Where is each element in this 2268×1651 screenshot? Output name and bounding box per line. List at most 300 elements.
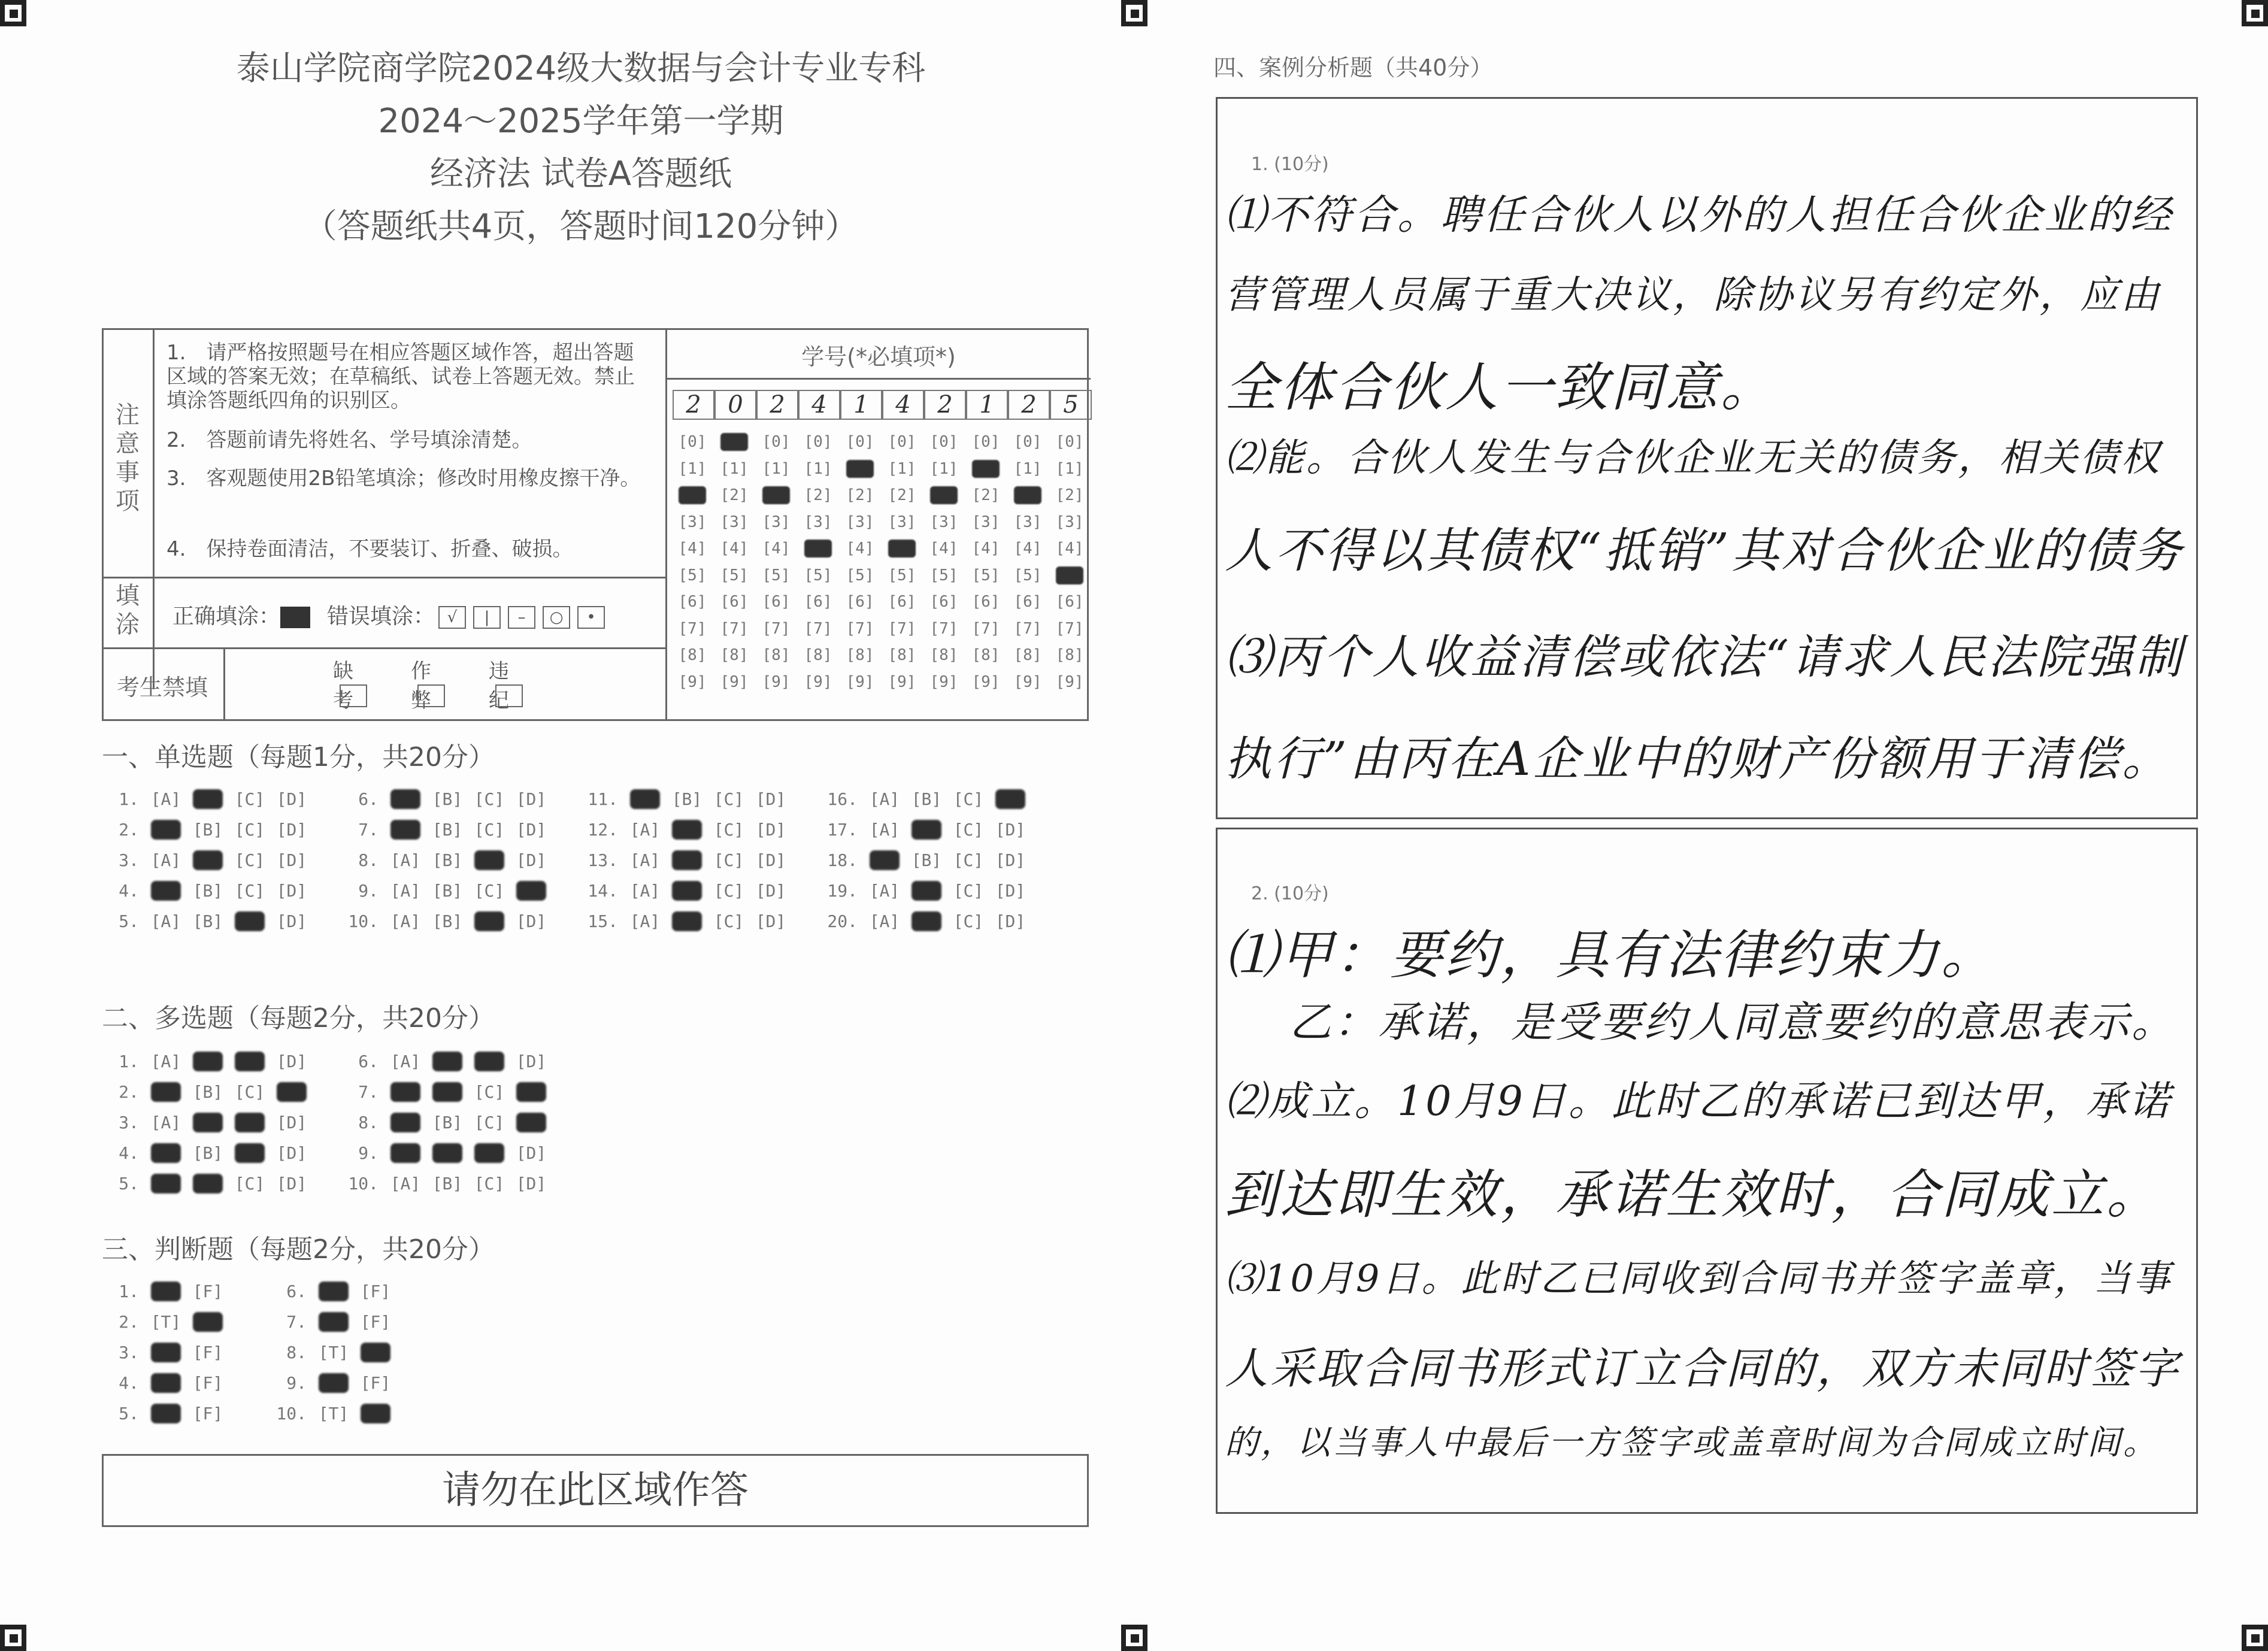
question-row [102,850,313,870]
student-id-bubble[interactable]: [5] [888,566,916,584]
student-id-bubble[interactable]: [1] [678,459,707,478]
student-id-bubble[interactable]: [9] [1055,672,1084,691]
answer-bubble-c[interactable]: [C] [234,789,265,809]
answer-bubble-t[interactable]: [T] [150,1282,181,1301]
student-id-bubble[interactable]: [7] [804,619,832,638]
answer-bubble-c[interactable]: [C] [474,881,505,901]
answer-bubble-c[interactable]: [C] [234,1113,265,1132]
answer-bubble-c[interactable]: [C] [713,850,744,870]
answer-bubble-c[interactable]: [C] [474,1113,505,1132]
student-id-bubble[interactable]: [5] [804,566,832,584]
student-id-bubble[interactable]: [1] [720,459,749,478]
answer-bubble-a[interactable]: [A] [869,789,900,809]
student-id-bubble[interactable]: [1] [762,459,791,478]
question-row [270,1282,396,1301]
answer-bubble-a[interactable]: [A] [869,881,900,901]
student-id-bubble[interactable]: [8] [846,646,874,664]
answer-bubble-b[interactable]: [B] [671,789,702,809]
question-number: 2. [119,1082,139,1102]
student-id-bubble[interactable]: [6] [846,593,874,611]
answer-bubble-b[interactable]: [B] [911,911,942,931]
student-id-bubble[interactable]: [9] [762,672,791,691]
answer-bubble-a[interactable]: [A] [390,1052,421,1071]
answer-bubble-f[interactable]: [F] [192,1404,223,1423]
question-row [341,850,552,870]
student-id-bubble[interactable]: [5] [846,566,874,584]
answer-bubble-c[interactable]: [C] [234,820,265,840]
student-id-bubble[interactable]: [7] [888,619,916,638]
answer-bubble-c[interactable]: [C] [953,789,984,809]
answer-bubble-a[interactable]: [A] [390,850,421,870]
answer-bubble-d[interactable]: [D] [995,881,1026,901]
answer-bubble-c[interactable]: [C] [234,1082,265,1102]
answer-bubble-c[interactable]: [C] [474,911,505,931]
question-number: 12. [588,820,618,840]
answer-bubble-b[interactable]: [B] [192,881,223,901]
student-id-bubble[interactable]: [8] [929,646,958,664]
student-id-bubble[interactable]: [6] [929,593,958,611]
answer-bubble-a[interactable]: [A] [869,850,900,870]
answer-bubble-d[interactable]: [D] [276,1052,307,1071]
answer-bubble-d[interactable]: [D] [516,1174,547,1193]
student-id-bubble[interactable]: [0] [971,433,1000,451]
answer-bubble-c[interactable]: [C] [474,1052,505,1071]
student-id-bubble[interactable]: [5] [720,566,749,584]
answer-bubble-a[interactable]: [A] [150,1143,181,1163]
answer-bubble-b[interactable]: [B] [192,1113,223,1132]
student-id-bubble[interactable]: [9] [971,672,1000,691]
answer-bubble-b[interactable]: [B] [432,1143,463,1163]
notice-item-3: 3. 客观题使用2B铅笔填涂；修改时用橡皮擦干净。 [166,466,641,490]
answer-bubble-b[interactable]: [B] [192,850,223,870]
answer-bubble-b[interactable]: [B] [192,1052,223,1071]
answer-bubble-b[interactable]: [B] [192,789,223,809]
student-id-bubble[interactable]: [6] [971,593,1000,611]
student-id-bubble[interactable]: [5] [929,566,958,584]
student-id-bubble[interactable]: [6] [1013,593,1042,611]
duration-line: （答题纸共4页，答题时间120分钟） [303,207,859,246]
ban-absent-checkbox[interactable] [340,684,367,707]
student-id-bubble[interactable]: [2] [929,486,958,504]
answer-bubble-a[interactable]: [A] [869,820,900,840]
answer-bubble-d[interactable]: [D] [516,1143,547,1163]
student-id-bubble[interactable]: [0] [804,433,832,451]
answer-bubble-d[interactable]: [D] [995,820,1026,840]
student-id-bubble[interactable]: [2] [762,486,791,504]
answer-bubble-b[interactable]: [B] [911,820,942,840]
student-id-bubble[interactable]: [5] [678,566,707,584]
question-row [341,1143,552,1163]
answer-bubble-a[interactable]: [A] [150,881,181,901]
answer-bubble-a[interactable]: [A] [150,911,181,931]
student-id-bubble[interactable]: [7] [678,619,707,638]
answer-bubble-f[interactable]: [F] [360,1404,391,1423]
question-number: 5. [119,1174,139,1193]
answer-bubble-d[interactable]: [D] [516,1052,547,1071]
answer-bubble-a[interactable]: [A] [390,1143,421,1163]
answer-bubble-a[interactable]: [A] [869,911,900,931]
student-id-bubble[interactable]: [6] [762,593,791,611]
student-id-bubble[interactable]: [8] [762,646,791,664]
student-id-bubble[interactable]: [0] [1013,433,1042,451]
question-row [102,789,313,809]
student-id-bubble[interactable]: [0] [929,433,958,451]
answer-bubble-a[interactable]: [A] [629,911,661,931]
answer-bubble-d[interactable]: [D] [276,1113,307,1132]
ban-violate-checkbox[interactable] [495,684,523,707]
answer-bubble-c[interactable]: [C] [234,911,265,931]
student-id-bubble[interactable]: [2] [888,486,916,504]
student-id-bubble[interactable]: [1] [1013,459,1042,478]
answer-bubble-a[interactable]: [A] [390,820,421,840]
question-number: 7. [286,1312,307,1332]
answer-bubble-b[interactable]: [B] [432,881,463,901]
answer-bubble-f[interactable]: [F] [192,1282,223,1301]
no-write-zone: 请勿在此区域作答 [102,1454,1089,1527]
student-id-bubble[interactable]: [0] [846,433,874,451]
answer-bubble-a[interactable]: [A] [390,1174,421,1193]
answer-bubble-t[interactable]: [T] [150,1312,181,1332]
answer-bubble-b[interactable]: [B] [671,820,702,840]
answer-bubble-t[interactable]: [T] [150,1404,181,1423]
answer-bubble-d[interactable]: [D] [516,820,547,840]
student-id-bubble[interactable]: [0] [720,433,749,451]
answer-bubble-b[interactable]: [B] [911,789,942,809]
question-number: 5. [119,1404,139,1423]
answer-bubble-c[interactable]: [C] [234,881,265,901]
student-id-bubble[interactable]: [0] [1055,433,1084,451]
student-id-bubble[interactable]: [8] [888,646,916,664]
answer-bubble-c[interactable]: [C] [953,850,984,870]
answer-bubble-f[interactable]: [F] [360,1373,391,1393]
question-row [820,850,1031,870]
answer-bubble-d[interactable]: [D] [516,789,547,809]
answer-bubble-b[interactable]: [B] [192,820,223,840]
corner-marker-bottom-left [0,1625,26,1651]
answer-bubble-d[interactable]: [D] [516,850,547,870]
student-id-bubble[interactable]: [0] [762,433,791,451]
term-line: 2024～2025学年第一学期 [378,102,784,141]
student-id-bubble[interactable]: [7] [762,619,791,638]
q1-line-3: 全体合伙人一致同意。 [1225,356,1776,418]
answer-bubble-c[interactable]: [C] [474,820,505,840]
student-id-bubble[interactable]: [6] [720,593,749,611]
answer-bubble-t[interactable]: [T] [318,1343,349,1362]
answer-bubble-c[interactable]: [C] [953,820,984,840]
answer-bubble-d[interactable]: [D] [755,911,786,931]
answer-bubble-d[interactable]: [D] [276,850,307,870]
student-id-bubble[interactable]: [1] [846,459,874,478]
student-id-bubble[interactable]: [8] [720,646,749,664]
answer-bubble-a[interactable]: [A] [150,1082,181,1102]
student-id-bubble[interactable]: [3] [971,513,1000,531]
answer-bubble-a[interactable]: [A] [150,850,181,870]
answer-bubble-d[interactable]: [D] [995,850,1026,870]
student-id-bubble[interactable]: [4] [846,540,874,558]
answer-bubble-a[interactable]: [A] [150,1052,181,1071]
answer-bubble-a[interactable]: [A] [150,789,181,809]
answer-bubble-d[interactable]: [D] [276,911,307,931]
student-id-bubble[interactable]: [8] [678,646,707,664]
student-id-bubble[interactable]: [4] [678,540,707,558]
student-id-bubble[interactable]: [1] [888,459,916,478]
student-id-bubble[interactable]: [2] [804,486,832,504]
student-id-bubble[interactable]: [4] [971,540,1000,558]
answer-bubble-c[interactable]: [C] [474,850,505,870]
student-id-bubble[interactable]: [2] [1055,486,1084,504]
case-q2-label: 2. (10分) [1251,883,1329,904]
answer-bubble-d[interactable]: [D] [276,820,307,840]
exam-title: 泰山学院商学院2024级大数据与会计专业专科 [236,49,926,88]
question-row [581,911,792,931]
q2-line-7: 的，以当事人中最后一方签字或盖章时间为合同成立时间。 [1225,1423,2159,1462]
student-id-bubble[interactable]: [3] [720,513,749,531]
q2-line-2: 乙：承诺，是受要约人同意要约的意思表示。 [1289,998,2176,1047]
answer-bubble-b[interactable]: [B] [192,1082,223,1102]
question-number: 16. [827,789,858,809]
corner-marker-top-center [1121,0,1147,26]
answer-bubble-b[interactable]: [B] [432,1113,463,1132]
q2-line-6: 人采取合同书形式订立合同的，双方未同时签字 [1225,1343,2181,1393]
student-id-bubble[interactable]: [3] [762,513,791,531]
answer-bubble-b[interactable]: [B] [671,911,702,931]
question-row [341,881,552,901]
answer-bubble-a[interactable]: [A] [629,850,661,870]
case-question-1-box[interactable] [1216,97,2198,819]
answer-bubble-a[interactable]: [A] [150,1174,181,1193]
answer-bubble-t[interactable]: [T] [150,1343,181,1362]
ban-cheat-label: 作弊 [411,659,431,713]
answer-bubble-c[interactable]: [C] [474,1143,505,1163]
question-number: 7. [358,820,378,840]
answer-bubble-f[interactable]: [F] [360,1312,391,1332]
student-id-bubble[interactable]: [7] [720,619,749,638]
answer-bubble-b[interactable]: [B] [432,850,463,870]
answer-bubble-t[interactable]: [T] [318,1312,349,1332]
answer-bubble-t[interactable]: [T] [318,1404,349,1423]
student-id-bubble[interactable]: [4] [929,540,958,558]
question-row [341,820,552,840]
question-number: 9. [358,881,378,901]
q2-line-5: ⑶10月9日。此时乙已同收到合同书并签字盖章，当事 [1225,1256,2173,1300]
student-id-bubble[interactable]: [7] [971,619,1000,638]
student-id-bubble[interactable]: [3] [888,513,916,531]
student-id-bubble[interactable]: [5] [1013,566,1042,584]
answer-bubble-a[interactable]: [A] [390,1082,421,1102]
question-row [102,911,313,931]
student-id-bubble[interactable]: [1] [929,459,958,478]
answer-bubble-c[interactable]: [C] [713,911,744,931]
answer-bubble-d[interactable]: [D] [516,911,547,931]
answer-bubble-t[interactable]: [T] [318,1373,349,1393]
answer-bubble-c[interactable]: [C] [234,1174,265,1193]
question-row [341,1113,552,1132]
answer-bubble-d[interactable]: [D] [995,911,1026,931]
wrong-mark-check: √ [438,606,466,629]
answer-bubble-b[interactable]: [B] [671,881,702,901]
student-id-bubble[interactable]: [1] [1055,459,1084,478]
answer-bubble-a[interactable]: [A] [390,881,421,901]
answer-bubble-c[interactable]: [C] [713,820,744,840]
student-id-bubble[interactable]: [7] [1013,619,1042,638]
answer-bubble-f[interactable]: [F] [192,1312,223,1332]
answer-bubble-b[interactable]: [B] [432,1082,463,1102]
student-id-digit: 5 [1050,390,1092,420]
student-id-bubble[interactable]: [2] [678,486,707,504]
answer-bubble-a[interactable]: [A] [629,789,661,809]
answer-bubble-c[interactable]: [C] [474,1082,505,1102]
student-id-bubble[interactable]: [9] [888,672,916,691]
question-number: 15. [588,911,618,931]
question-row [270,1343,396,1362]
student-id-bubble[interactable]: [9] [720,672,749,691]
student-id-bubble[interactable]: [5] [971,566,1000,584]
student-id-bubble[interactable]: [7] [846,619,874,638]
student-id-bubble[interactable]: [7] [1055,619,1084,638]
question-number: 6. [286,1282,307,1301]
question-number: 1. [119,789,139,809]
student-id-bubble[interactable]: [0] [888,433,916,451]
answer-bubble-f[interactable]: [F] [360,1343,391,1362]
answer-bubble-d[interactable]: [D] [755,881,786,901]
answer-bubble-b[interactable]: [B] [671,850,702,870]
answer-bubble-d[interactable]: [D] [755,789,786,809]
student-id-digit: 4 [798,390,840,420]
answer-bubble-c[interactable]: [C] [234,850,265,870]
student-id-bubble[interactable]: [8] [971,646,1000,664]
answer-bubble-t[interactable]: [T] [150,1373,181,1393]
q2-line-4: 到达即生效，承诺生效时，合同成立。 [1225,1164,2162,1225]
student-id-bubble[interactable]: [8] [1055,646,1084,664]
question-row [102,820,313,840]
answer-bubble-f[interactable]: [F] [192,1343,223,1362]
answer-bubble-a[interactable]: [A] [390,911,421,931]
answer-bubble-d[interactable]: [D] [276,881,307,901]
answer-bubble-c[interactable]: [C] [234,1143,265,1163]
student-id-bubble[interactable]: [3] [1055,513,1084,531]
answer-bubble-b[interactable]: [B] [192,911,223,931]
question-number: 2. [119,820,139,840]
student-id-bubble[interactable]: [6] [1055,593,1084,611]
answer-bubble-f[interactable]: [F] [360,1282,391,1301]
answer-bubble-b[interactable]: [B] [432,1052,463,1071]
answer-bubble-a[interactable]: [A] [390,789,421,809]
answer-bubble-d[interactable]: [D] [276,1174,307,1193]
answer-bubble-d[interactable]: [D] [516,881,547,901]
student-id-bubble[interactable]: [3] [929,513,958,531]
student-id-bubble[interactable]: [9] [678,672,707,691]
student-id-digit: 2 [924,390,966,420]
answer-bubble-c[interactable]: [C] [713,881,744,901]
student-id-bubble[interactable]: [6] [804,593,832,611]
answer-bubble-d[interactable]: [D] [276,1082,307,1102]
answer-bubble-d[interactable]: [D] [516,1082,547,1102]
student-id-bubble[interactable]: [2] [846,486,874,504]
student-id-bubble[interactable]: [5] [1055,566,1084,584]
answer-bubble-a[interactable]: [A] [629,881,661,901]
answer-bubble-a[interactable]: [A] [390,1113,421,1132]
answer-bubble-b[interactable]: [B] [911,850,942,870]
student-id-bubble[interactable]: [5] [762,566,791,584]
student-id-bubble[interactable]: [3] [678,513,707,531]
case-q1-label: 1. (10分) [1251,154,1329,175]
answer-bubble-c[interactable]: [C] [713,789,744,809]
student-id-bubble[interactable]: [4] [804,540,832,558]
student-id-bubble[interactable]: [4] [1013,540,1042,558]
case-question-2-box[interactable] [1216,828,2198,1514]
question-row [341,911,552,931]
student-id-bubble[interactable]: [8] [1013,646,1042,664]
answer-bubble-d[interactable]: [D] [755,820,786,840]
student-id-bubble[interactable]: [2] [971,486,1000,504]
answer-bubble-d[interactable]: [D] [516,1113,547,1132]
student-id-bubble[interactable]: [6] [888,593,916,611]
answer-bubble-a[interactable]: [A] [150,820,181,840]
student-id-bubble[interactable]: [0] [678,433,707,451]
answer-bubble-a[interactable]: [A] [150,1113,181,1132]
student-id-bubble[interactable]: [9] [804,672,832,691]
question-number: 4. [119,881,139,901]
student-id-bubble[interactable]: [6] [678,593,707,611]
student-id-bubble[interactable]: [8] [804,646,832,664]
student-id-bubble[interactable]: [3] [846,513,874,531]
corner-marker-top-left [0,0,26,26]
student-id-bubble[interactable]: [3] [804,513,832,531]
student-id-bubble[interactable]: [4] [1055,540,1084,558]
question-row [102,1113,313,1132]
section4-title: 四、案例分析题（共40分） [1213,54,1493,81]
question-row [270,1312,396,1332]
question-number: 8. [286,1343,307,1362]
answer-bubble-b[interactable]: [B] [192,1174,223,1193]
answer-bubble-c[interactable]: [C] [953,881,984,901]
student-id-bubble[interactable]: [2] [1013,486,1042,504]
answer-bubble-d[interactable]: [D] [995,789,1026,809]
answer-bubble-f[interactable]: [F] [192,1373,223,1393]
ban-cheat-checkbox[interactable] [417,684,445,707]
answer-bubble-b[interactable]: [B] [432,789,463,809]
student-id-bubble[interactable]: [7] [929,619,958,638]
answer-bubble-b[interactable]: [B] [192,1143,223,1163]
question-number: 9. [358,1143,378,1163]
student-id-bubble[interactable]: [9] [846,672,874,691]
answer-bubble-c[interactable]: [C] [234,1052,265,1071]
answer-bubble-b[interactable]: [B] [432,820,463,840]
student-id-bubble[interactable]: [4] [720,540,749,558]
question-row [341,1052,552,1071]
student-id-bubble[interactable]: [4] [762,540,791,558]
answer-bubble-c[interactable]: [C] [474,1174,505,1193]
student-id-bubble[interactable]: [9] [929,672,958,691]
student-id-bubble[interactable]: [2] [720,486,749,504]
answer-bubble-b[interactable]: [B] [432,1174,463,1193]
student-id-bubble[interactable]: [1] [804,459,832,478]
student-id-bubble[interactable]: [9] [1013,672,1042,691]
answer-bubble-a[interactable]: [A] [629,820,661,840]
answer-bubble-t[interactable]: [T] [318,1282,349,1301]
student-id-bubble[interactable]: [3] [1013,513,1042,531]
correct-fill-label: 正确填涂： [172,604,281,629]
student-id-bubble[interactable]: [1] [971,459,1000,478]
answer-bubble-c[interactable]: [C] [953,911,984,931]
answer-bubble-d[interactable]: [D] [276,1143,307,1163]
answer-bubble-d[interactable]: [D] [755,850,786,870]
answer-bubble-d[interactable]: [D] [276,789,307,809]
answer-bubble-b[interactable]: [B] [432,911,463,931]
answer-bubble-c[interactable]: [C] [474,789,505,809]
student-id-bubble[interactable]: [4] [888,540,916,558]
answer-bubble-b[interactable]: [B] [911,881,942,901]
